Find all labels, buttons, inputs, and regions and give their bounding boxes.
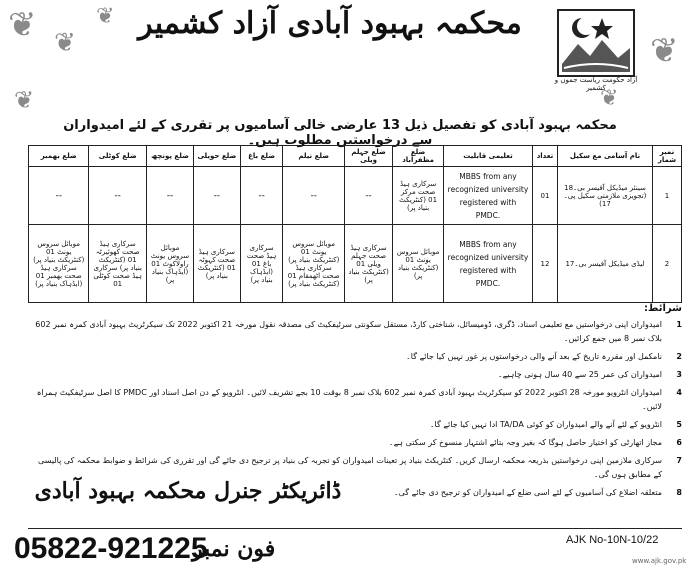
- post-name: لیڈی میڈیکل آفیسر بی۔17: [558, 225, 653, 303]
- condition-number: 2: [676, 352, 682, 361]
- column-header: ضلع کوٹلی: [89, 146, 147, 167]
- qualification-line: recognized university: [447, 184, 529, 194]
- serial-number: 2: [653, 225, 682, 303]
- condition-item: [28, 386, 682, 414]
- table-header-row: [29, 146, 682, 167]
- notice-subtitle: محکمہ بہبود آبادی کو تفصیل ذیل 13 عارضی خالی آسامیوں پر تقرری کے لئے امیدواران سے درخواستیں مطلوب ہیں۔: [63, 118, 617, 148]
- district-bagh: سرکاری ہیڈ صحت باغ 01 (ایڈہاک بنیاد پر): [240, 225, 283, 303]
- reference-number: AJK No-10N-10/22: [566, 534, 659, 546]
- condition-text: امیدواران کی عمر 25 سے 40 سال ہونی چاہیے۔: [497, 370, 662, 379]
- condition-text: امیدواران اپنی درخواستیں مع تعلیمی اسناد، ڈگری، ڈومیسائل، شناختی کارڈ، مستقل سکونتی سرٹیفکیٹ کی مصدقہ نقول مورخہ 21 اکتوبر 2022 تک سیکرٹریٹ بہبود آبادی کمرہ نمبر 602 بلاک نمبر 8 میں جمع کرائیں۔: [35, 320, 662, 343]
- conditions-title: شرائط:: [644, 303, 682, 314]
- maple-leaf-icon: ❦: [650, 31, 679, 71]
- condition-text: متعلقہ اضلاع کی آسامیوں کے لئے اسی ضلع کے امیدواران کو ترجیح دی جائے گی۔: [393, 488, 662, 497]
- condition-number: 1: [676, 320, 682, 329]
- condition-text: سرکاری ملازمین اپنی درخواستیں بذریعہ محکمہ ارسال کریں۔ کنٹریکٹ بنیاد پر تعینات امیدواران کو تجربہ کی بنیاد پر ترجیح دی جائے گی اور تقرری کی شرائط و ضوابط محکمہ کی پالیسی کے مطابق ہوں گی۔: [38, 456, 662, 479]
- district-poonch: موبائل سروس یونٹ راولاکوٹ 01 (ایڈہاک بنیاد پر): [146, 225, 193, 303]
- district-bhimber: موبائل سروس یونٹ 01 (کنٹریکٹ بنیاد پر) سرکاری ہیڈ صحت بھمبر 01 (ایڈہاک بنیاد پر): [29, 225, 89, 303]
- district-neelum: موبائل سروس یونٹ 01 (کنٹریکٹ بنیاد پر) سرکاری ہیڈ صحت اٹھمقام 01 (کنٹریکٹ بنیاد پر): [283, 225, 344, 303]
- qualification-line: registered with PMDC.: [459, 197, 517, 220]
- condition-text: انٹرویو کے لئے آنے والے امیدواران کو کوئی TA/DA ادا نہیں کیا جائے گا۔: [429, 420, 662, 429]
- phone-label: فون نمبر: [192, 536, 276, 562]
- condition-number: 6: [676, 438, 682, 447]
- signatory: ڈائریکٹر جنرل محکمہ بہبود آبادی: [34, 478, 342, 504]
- ajk-emblem-icon: [556, 8, 636, 78]
- column-header: ضلع بھمبر: [29, 146, 89, 167]
- district-haveli: سرکاری ہیڈ صحت کہوٹہ 01 (کنٹریکٹ بنیاد پر): [194, 225, 241, 303]
- maple-leaf-icon: ❦: [96, 4, 115, 29]
- post-name: سینئر میڈیکل آفیسر بی۔18 (تجویزی ملازمتی سکیل پی۔17): [558, 167, 653, 225]
- condition-number: 8: [676, 488, 682, 497]
- condition-number: 4: [676, 388, 682, 397]
- condition-item: [28, 436, 682, 450]
- column-header: تعلیمی قابلیت: [444, 146, 533, 167]
- post-count: 12: [533, 225, 558, 303]
- table-row: [29, 225, 682, 303]
- district-kotli: --: [89, 167, 147, 225]
- header: [0, 0, 700, 114]
- qualification: [444, 225, 533, 303]
- condition-text: مجاز اتھارٹی کو اختیار حاصل ہوگا کہ بغیر وجہ بتائے اشتہار منسوخ کر سکتی ہے۔: [388, 438, 662, 447]
- conditions-list: [28, 318, 682, 500]
- maple-leaf-icon: ❦: [54, 28, 76, 58]
- column-header: ضلع حویلی: [194, 146, 241, 167]
- district-kotli: سرکاری ہیڈ صحت کھوئیرٹہ 01 (کنٹریکٹ بنیاد پر) سرکاری ہیڈ صحت کوٹلی 01: [89, 225, 147, 303]
- condition-item: [28, 418, 682, 432]
- district-neelum: --: [283, 167, 344, 225]
- district-bhimber: --: [29, 167, 89, 225]
- column-header: ضلع پونچھ: [146, 146, 193, 167]
- condition-number: 7: [676, 456, 682, 465]
- qualification-line: MBBS from any: [459, 171, 517, 181]
- district-muzaffarabad: موبائل سروس یونٹ 01 (کنٹریکٹ بنیاد پر): [393, 225, 444, 303]
- phone-number: 05822-921225: [14, 532, 208, 565]
- maple-leaf-icon: ❦: [8, 5, 37, 45]
- condition-item: [28, 318, 682, 346]
- condition-text: امیدواران انٹرویو مورخہ 28 اکتوبر 2022 کو سیکرٹریٹ بہبود آبادی کمرہ نمبر 602 بلاک نمبر 8 بوقت 10 بجے تشریف لائیں۔ انٹرویو کے دن اصل اسناد اور PMDC کا اصل سرٹیفکیٹ ہمراہ لائیں۔: [36, 388, 662, 411]
- condition-number: 3: [676, 370, 682, 379]
- divider: [28, 528, 682, 529]
- condition-item: [28, 368, 682, 382]
- maple-leaf-icon: ❦: [600, 86, 619, 111]
- column-header: ضلع نیلم: [283, 146, 344, 167]
- emblem-caption: آزاد حکومت ریاست جموں و کشمیر: [554, 76, 638, 92]
- column-header: نمبر شمار: [653, 146, 682, 167]
- column-header: نام آسامی مع سکیل: [558, 146, 653, 167]
- district-haveli: --: [194, 167, 241, 225]
- serial-number: 1: [653, 167, 682, 225]
- qualification-line: recognized university: [447, 252, 529, 262]
- qualification-line: registered with PMDC.: [459, 265, 517, 288]
- district-jhelum-valley: --: [344, 167, 392, 225]
- district-bagh: --: [240, 167, 283, 225]
- column-header: ضلع مظفرآباد: [393, 146, 444, 167]
- maple-leaf-icon: ❦: [14, 86, 35, 114]
- qualification-line: MBBS from any: [459, 239, 517, 249]
- condition-text: نامکمل اور مقررہ تاریخ کے بعد آنے والی درخواستوں پر غور نہیں کیا جائے گا۔: [406, 352, 662, 361]
- qualification: [444, 167, 533, 225]
- column-header: تعداد: [533, 146, 558, 167]
- condition-number: 5: [676, 420, 682, 429]
- department-title: محکمہ بہبود آبادی آزاد کشمیر: [138, 6, 522, 41]
- vacancy-table: [28, 145, 682, 303]
- conditions-section: [28, 303, 682, 504]
- column-header: ضلع باغ: [240, 146, 283, 167]
- column-header: ضلع جہلم ویلی: [344, 146, 392, 167]
- condition-item: [28, 350, 682, 364]
- district-muzaffarabad: سرکاری ہیڈ صحت مرکز 01 (کنٹریکٹ بنیاد پر): [393, 167, 444, 225]
- district-poonch: --: [146, 167, 193, 225]
- post-count: 01: [533, 167, 558, 225]
- table-row: [29, 167, 682, 225]
- district-jhelum-valley: سرکاری ہیڈ صحت جہلم ویلی 01 (کنٹریکٹ بنیاد پر): [344, 225, 392, 303]
- website-link[interactable]: www.ajk.gov.pk: [632, 557, 687, 565]
